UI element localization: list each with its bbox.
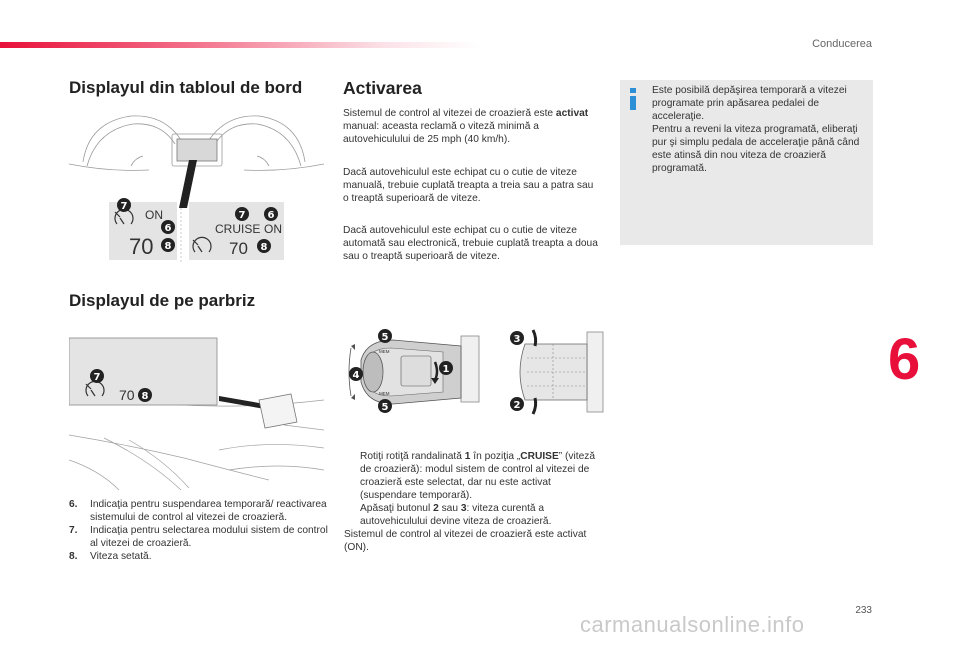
activation-title: Activarea bbox=[343, 78, 422, 98]
activation-paragraph-2: Dacă autovehiculul este echipat cu o cutie de viteze manuală, trebuie cuplată treapta a treia sau a patra sau o treaptă superioară de viteze. bbox=[343, 167, 594, 204]
callout-6 bbox=[161, 220, 175, 234]
cluster-on-label: ON bbox=[145, 208, 163, 222]
callout-2 bbox=[510, 397, 524, 411]
svg-text:8: 8 bbox=[141, 391, 149, 402]
activation-closing: Sistemul de control al vitezei de croazieră este activat (ON). bbox=[344, 529, 587, 553]
callout-8 bbox=[257, 239, 271, 253]
cluster-cruise-label: CRUISE bbox=[215, 222, 261, 236]
svg-text:8: 8 bbox=[260, 242, 268, 253]
cruise-lever-side-diagram bbox=[505, 322, 605, 422]
cluster-cruise-speed: 70 bbox=[229, 239, 248, 258]
info-icon bbox=[628, 88, 638, 110]
svg-text:6: 6 bbox=[164, 223, 172, 234]
svg-text:3: 3 bbox=[513, 334, 521, 345]
watermark: carmanualsonline.info bbox=[580, 612, 805, 637]
svg-text:7: 7 bbox=[238, 210, 246, 221]
svg-text:7: 7 bbox=[93, 372, 101, 383]
cluster-cruise-on: ON bbox=[264, 222, 282, 236]
callout-1 bbox=[439, 361, 453, 375]
section-title: Conducerea bbox=[812, 38, 872, 50]
activation-paragraph-3: Dacă autovehiculul este echipat cu o cutie de viteze automată sau electronică, trebuie cuplată treapta a doua sau o treaptă superioară de viteze. bbox=[343, 225, 598, 262]
callout-5 bbox=[378, 329, 392, 343]
page-number: 233 bbox=[855, 605, 872, 616]
callout-3 bbox=[510, 331, 524, 345]
dashboard-display-title: Displayul din tabloul de bord bbox=[69, 78, 303, 97]
list-item: Rotiţi rotiţă randalinată 1 în poziţia „CRUISE” (viteză de croazieră): modul sistem de control al vitezei de croazieră este selectat, dar nu este activat (suspendare temporară). bbox=[360, 451, 596, 501]
callout-6 bbox=[264, 207, 278, 221]
cluster-speed-value: 70 bbox=[129, 234, 154, 259]
callout-8 bbox=[161, 238, 175, 252]
callout-7 bbox=[90, 369, 104, 383]
lever-mem-top: MEM bbox=[379, 349, 390, 354]
legend-list bbox=[69, 498, 329, 563]
windscreen-display-title: Displayul de pe parbriz bbox=[69, 291, 256, 310]
callout-4 bbox=[349, 367, 363, 381]
head-up-display-diagram bbox=[69, 330, 324, 490]
chapter-number: 6 bbox=[888, 327, 921, 392]
svg-text:4: 4 bbox=[352, 370, 360, 381]
info-text: Este posibilă depăşirea temporară a vitezei programate prin apăsarea pedalei de acceleraţie. Pentru a reveni la viteza programată, eliberaţi pur şi simplu pedala de acceleraţie până când este atinsă din nou viteza de croazieră programată. bbox=[652, 85, 860, 174]
list-item: Apăsaţi butonul 2 sau 3: viteza curentă a autovehiculului devine viteza de croazieră. bbox=[360, 503, 552, 527]
svg-text:6: 6 bbox=[267, 210, 275, 221]
header-accent-bar bbox=[0, 42, 480, 48]
callout-8 bbox=[138, 388, 152, 402]
lever-mem-bottom: MEM bbox=[379, 391, 390, 396]
svg-text:7: 7 bbox=[120, 201, 128, 212]
callout-7 bbox=[235, 207, 249, 221]
activation-paragraph-1: Sistemul de control al vitezei de croazieră este activat manual: aceasta reclamă o viteză minimă a autovehiculului de 25 mph (40 km/h). bbox=[343, 108, 589, 145]
svg-text:5: 5 bbox=[381, 402, 389, 413]
callout-5 bbox=[378, 399, 392, 413]
hud-speed-value: 70 bbox=[119, 387, 135, 403]
svg-text:1: 1 bbox=[442, 364, 450, 375]
svg-text:5: 5 bbox=[381, 332, 389, 343]
list-item: 6. Indicaţia pentru suspendarea temporară/ reactivarea sistemului de control al vitezei de croazieră. bbox=[69, 499, 327, 523]
list-item: 7. Indicaţia pentru selectarea modului sistem de control al vitezei de croazieră. bbox=[69, 525, 328, 549]
callout-7 bbox=[117, 198, 131, 212]
svg-text:8: 8 bbox=[164, 241, 172, 252]
info-box bbox=[620, 80, 873, 245]
list-item: 8. Viteza setată. bbox=[69, 551, 152, 562]
instrument-cluster-diagram bbox=[69, 104, 324, 266]
activation-steps bbox=[344, 450, 604, 554]
svg-text:2: 2 bbox=[513, 400, 521, 411]
cruise-control-lever-diagram bbox=[343, 322, 483, 422]
